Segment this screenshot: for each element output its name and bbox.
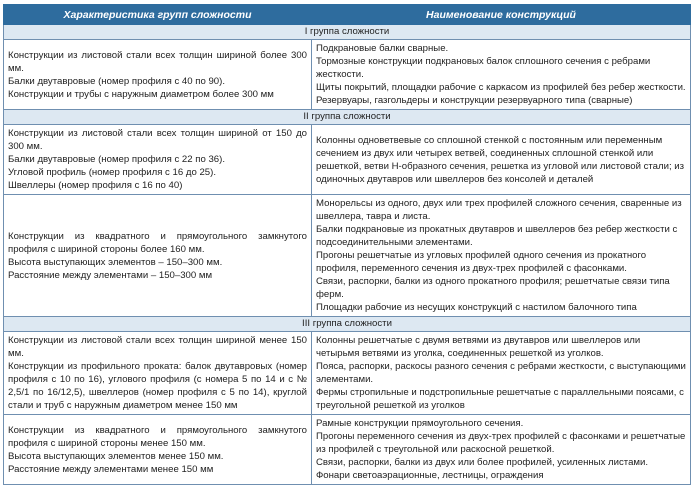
- cell-line: Площадки рабочие из несущих конструкций с настилом балочного типа: [316, 302, 637, 313]
- group-title: II группа сложности: [4, 110, 691, 125]
- cell-line: Угловой профиль (номер профиля с 16 до 25).: [8, 167, 216, 178]
- structures-cell: [312, 40, 691, 110]
- cell-line: Конструкции из листовой стали всех толщин шириной более 300 мм.: [8, 49, 307, 74]
- structures-cell: [312, 332, 691, 415]
- cell-line: Подкрановые балки сварные.: [316, 43, 449, 54]
- cell-line: Расстояние между элементами – 150–300 мм: [8, 269, 213, 281]
- header-structures: Наименование конструкций: [312, 5, 691, 25]
- complexity-groups-table: [3, 4, 691, 485]
- header-characteristic: Характеристика групп сложности: [4, 5, 312, 25]
- group-title: III группа сложности: [4, 317, 691, 332]
- cell-line: Связи, распорки, балки из одного прокатного профиля; решетчатые связи типа ферм.: [316, 276, 670, 300]
- table-row: [4, 415, 691, 485]
- cell-line: Расстояние между элементами менее 150 мм: [8, 463, 214, 475]
- characteristic-cell: [4, 40, 312, 110]
- cell-line: Балки двутавровые (номер профиля с 40 по 90).: [8, 75, 225, 87]
- structures-cell: [312, 125, 691, 195]
- table-row: [4, 195, 691, 317]
- group-row: [4, 110, 691, 125]
- cell-line: Щиты покрытий, площадки рабочие с каркасом из профилей без ребер жесткости.: [316, 82, 686, 93]
- cell-line: Рамные конструкции прямоугольного сечения.: [316, 418, 524, 429]
- table-row: [4, 332, 691, 415]
- group-row: [4, 317, 691, 332]
- cell-line: Колонны решетчатые с двумя ветвями из двутавров или швеллеров или четырьмя ветвями из уголка, соединенных решеткой из уголков.: [316, 335, 641, 359]
- cell-line: Прогоны решетчатые из угловых профилей одного сечения из прокатного профиля, переменного сечения из двух-трех профилей с фасонками.: [316, 250, 647, 274]
- group-title: I группа сложности: [4, 25, 691, 40]
- group-row: [4, 25, 691, 40]
- cell-line: Колонны одноветвевые со сплошной стенкой с постоянным или переменным сечением из двух или четырех ветвей, соединенных сплошной стенкой или решеткой, ветви Н-образного сечения, решетка из угловой или листовой стали; из одиночных двутавров или швеллеров без консолей и деталей: [316, 134, 685, 185]
- structures-cell: [312, 415, 691, 485]
- table-row: [4, 40, 691, 110]
- cell-line: Балки двутавровые (номер профиля с 22 по 36).: [8, 154, 225, 165]
- cell-line: Прогоны переменного сечения из двух-трех профилей с фасонками и решетчатые из профилей с треугольной или раскосной решеткой.: [316, 431, 686, 455]
- cell-line: Конструкции из листовой стали всех толщин шириной от 150 до 300 мм.: [8, 128, 307, 152]
- table-container: [3, 4, 691, 485]
- cell-line: Конструкции из квадратного и прямоугольного замкнутого профиля с шириной стороны менее 150 мм.: [8, 424, 307, 449]
- characteristic-cell: [4, 195, 312, 317]
- characteristic-cell: [4, 332, 312, 415]
- cell-line: Резервуары, газгольдеры и конструкции резервуарного типа (сварные): [316, 95, 633, 106]
- table-row: [4, 125, 691, 195]
- structures-cell: [312, 195, 691, 317]
- cell-line: Фермы стропильные и подстропильные решетчатые с параллельными поясами, с треугольной решеткой из уголков: [316, 387, 684, 411]
- cell-line: Высота выступающих элементов – 150–300 мм.: [8, 256, 223, 268]
- cell-line: Конструкции из профильного проката: балок двутавровых (номер профиля с 10 по 16), углового профиля (с номера 5 по 14 и с № 2,5/1 по 16/12,5), швеллеров (номер профиля с 5 по 14), круглой стали и труб с наружным диаметром менее 150 мм: [8, 361, 307, 411]
- cell-line: Тормозные конструкции подкрановых балок сплошного сечения с ребрами жесткости.: [316, 56, 651, 80]
- characteristic-cell: [4, 125, 312, 195]
- cell-line: Конструкции из квадратного и прямоугольного замкнутого профиля с шириной стороны более 160 мм.: [8, 230, 307, 255]
- cell-line: Фонари светоаэрационные, лестницы, ограждения: [316, 470, 544, 481]
- cell-line: Монорельсы из одного, двух или трех профилей сложного сечения, сваренные из швеллера, тавра и листа.: [316, 198, 682, 222]
- cell-line: Высота выступающих элементов менее 150 мм.: [8, 450, 224, 462]
- cell-line: Пояса, распорки, раскосы разного сечения с ребрами жесткости, с выступающими элементами.: [316, 361, 686, 385]
- cell-line: Конструкции из листовой стали всех толщин шириной менее 150 мм.: [8, 335, 307, 359]
- table-header-row: [4, 5, 691, 25]
- cell-line: Конструкции и трубы с наружным диаметром более 300 мм: [8, 88, 274, 100]
- cell-line: Швеллеры (номер профиля с 16 по 40): [8, 180, 183, 191]
- cell-line: Балки подкрановые из прокатных двутавров и швеллеров без ребер жесткости с подсоединительными элементами.: [316, 224, 678, 248]
- cell-line: Связи, распорки, балки из двух или более профилей, усиленных листами.: [316, 457, 649, 468]
- characteristic-cell: [4, 415, 312, 485]
